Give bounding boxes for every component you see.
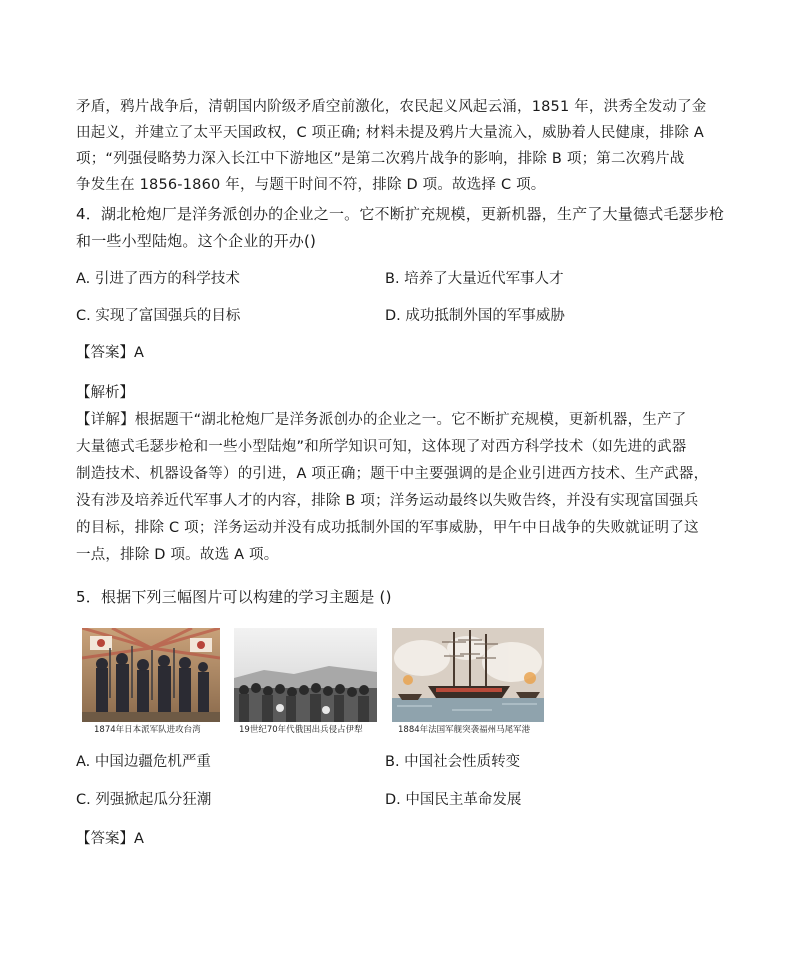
- q4-detail-line-5: 的目标，排除 C 项；洋务运动并没有成功抵制外国的军事威胁，甲午中日战争的失败就证明了这: [76, 520, 699, 536]
- q4-detail-line-2: 大量德式毛瑟步枪和一些小型陆炮”和所学知识可知，这体现了对西方科学技术（如先进的武器: [76, 439, 687, 455]
- q5-stem: 5．根据下列三幅图片可以构建的学习主题是 (): [76, 588, 392, 606]
- q4-detail-line-4: 没有涉及培养近代军事人才的内容，排除 B 项；洋务运动最终以失败告终，并没有实现富国强兵: [76, 493, 699, 509]
- prev-explanation-line-2: 田起义，并建立了太平天国政权，C 项正确; 材料未提及鸦片大量流入，威胁着人民健康，排除 A: [76, 125, 704, 141]
- q5-answer-tag: 【答案】: [76, 831, 134, 847]
- q4-stem-line-2: 和一些小型陆炮。这个企业的开办(): [76, 232, 317, 250]
- q4-detail-line-6: 一点，排除 D 项。故选 A 项。: [76, 547, 279, 563]
- figure-2-image: [234, 628, 377, 722]
- q4-option-a: A. 引进了西方的科学技术: [76, 271, 240, 287]
- figure-3-caption: 1884年法国军舰突袭福州马尾军港: [398, 725, 531, 735]
- q5-option-c: C. 列强掀起瓜分狂潮: [76, 792, 212, 808]
- figure-1-image: [82, 628, 220, 722]
- q4-answer-value: A: [134, 345, 144, 361]
- q5-option-d: D. 中国民主革命发展: [385, 792, 522, 808]
- figure-2-caption: 19世纪70年代俄国出兵侵占伊犁: [239, 725, 363, 735]
- prev-explanation-line-3: 项；“列强侵略势力深入长江中下游地区”是第二次鸦片战争的影响，排除 B 项；第二次鸦片战: [76, 151, 685, 167]
- prev-explanation-line-1: 矛盾，鸦片战争后，清朝国内阶级矛盾空前激化，农民起义风起云涌，1851 年，洪秀全发动了金: [76, 99, 707, 115]
- q4-answer: [76, 343, 144, 363]
- q5-option-a: A. 中国边疆危机严重: [76, 754, 211, 770]
- q5-option-b: B. 中国社会性质转变: [385, 754, 521, 770]
- figure-3-image: [392, 628, 544, 722]
- q5-figure-3: [392, 628, 544, 738]
- q5-answer-value: A: [134, 831, 144, 847]
- prev-explanation-line-4: 争发生在 1856-1860 年，与题干时间不符，排除 D 项。故选择 C 项。: [76, 177, 546, 193]
- q4-option-d: D. 成功抵制外国的军事威胁: [385, 308, 565, 324]
- q5-answer: [76, 829, 144, 849]
- figure-1-caption: 1874年日本派军队进攻台湾: [94, 725, 201, 735]
- q5-figure-1: [82, 628, 220, 738]
- q4-option-c: C. 实现了富国强兵的目标: [76, 308, 241, 324]
- q4-analysis-tag: 【解析】: [76, 385, 134, 401]
- q4-detail-line-3: 制造技术、机器设备等）的引进，A 项正确；题干中主要强调的是企业引进西方技术、生产武器，: [76, 466, 709, 482]
- q4-stem-line-1: 4．湖北枪炮厂是洋务派创办的企业之一。它不断扩充规模，更新机器，生产了大量德式毛瑟步枪: [76, 205, 725, 223]
- q5-figure-2: [234, 628, 377, 738]
- q4-detail-line-1: 【详解】根据题干“湖北枪炮厂是洋务派创办的企业之一。它不断扩充规模，更新机器，生产了: [76, 412, 687, 428]
- q4-option-b: B. 培养了大量近代军事人才: [385, 271, 564, 287]
- q4-answer-tag: 【答案】: [76, 345, 134, 361]
